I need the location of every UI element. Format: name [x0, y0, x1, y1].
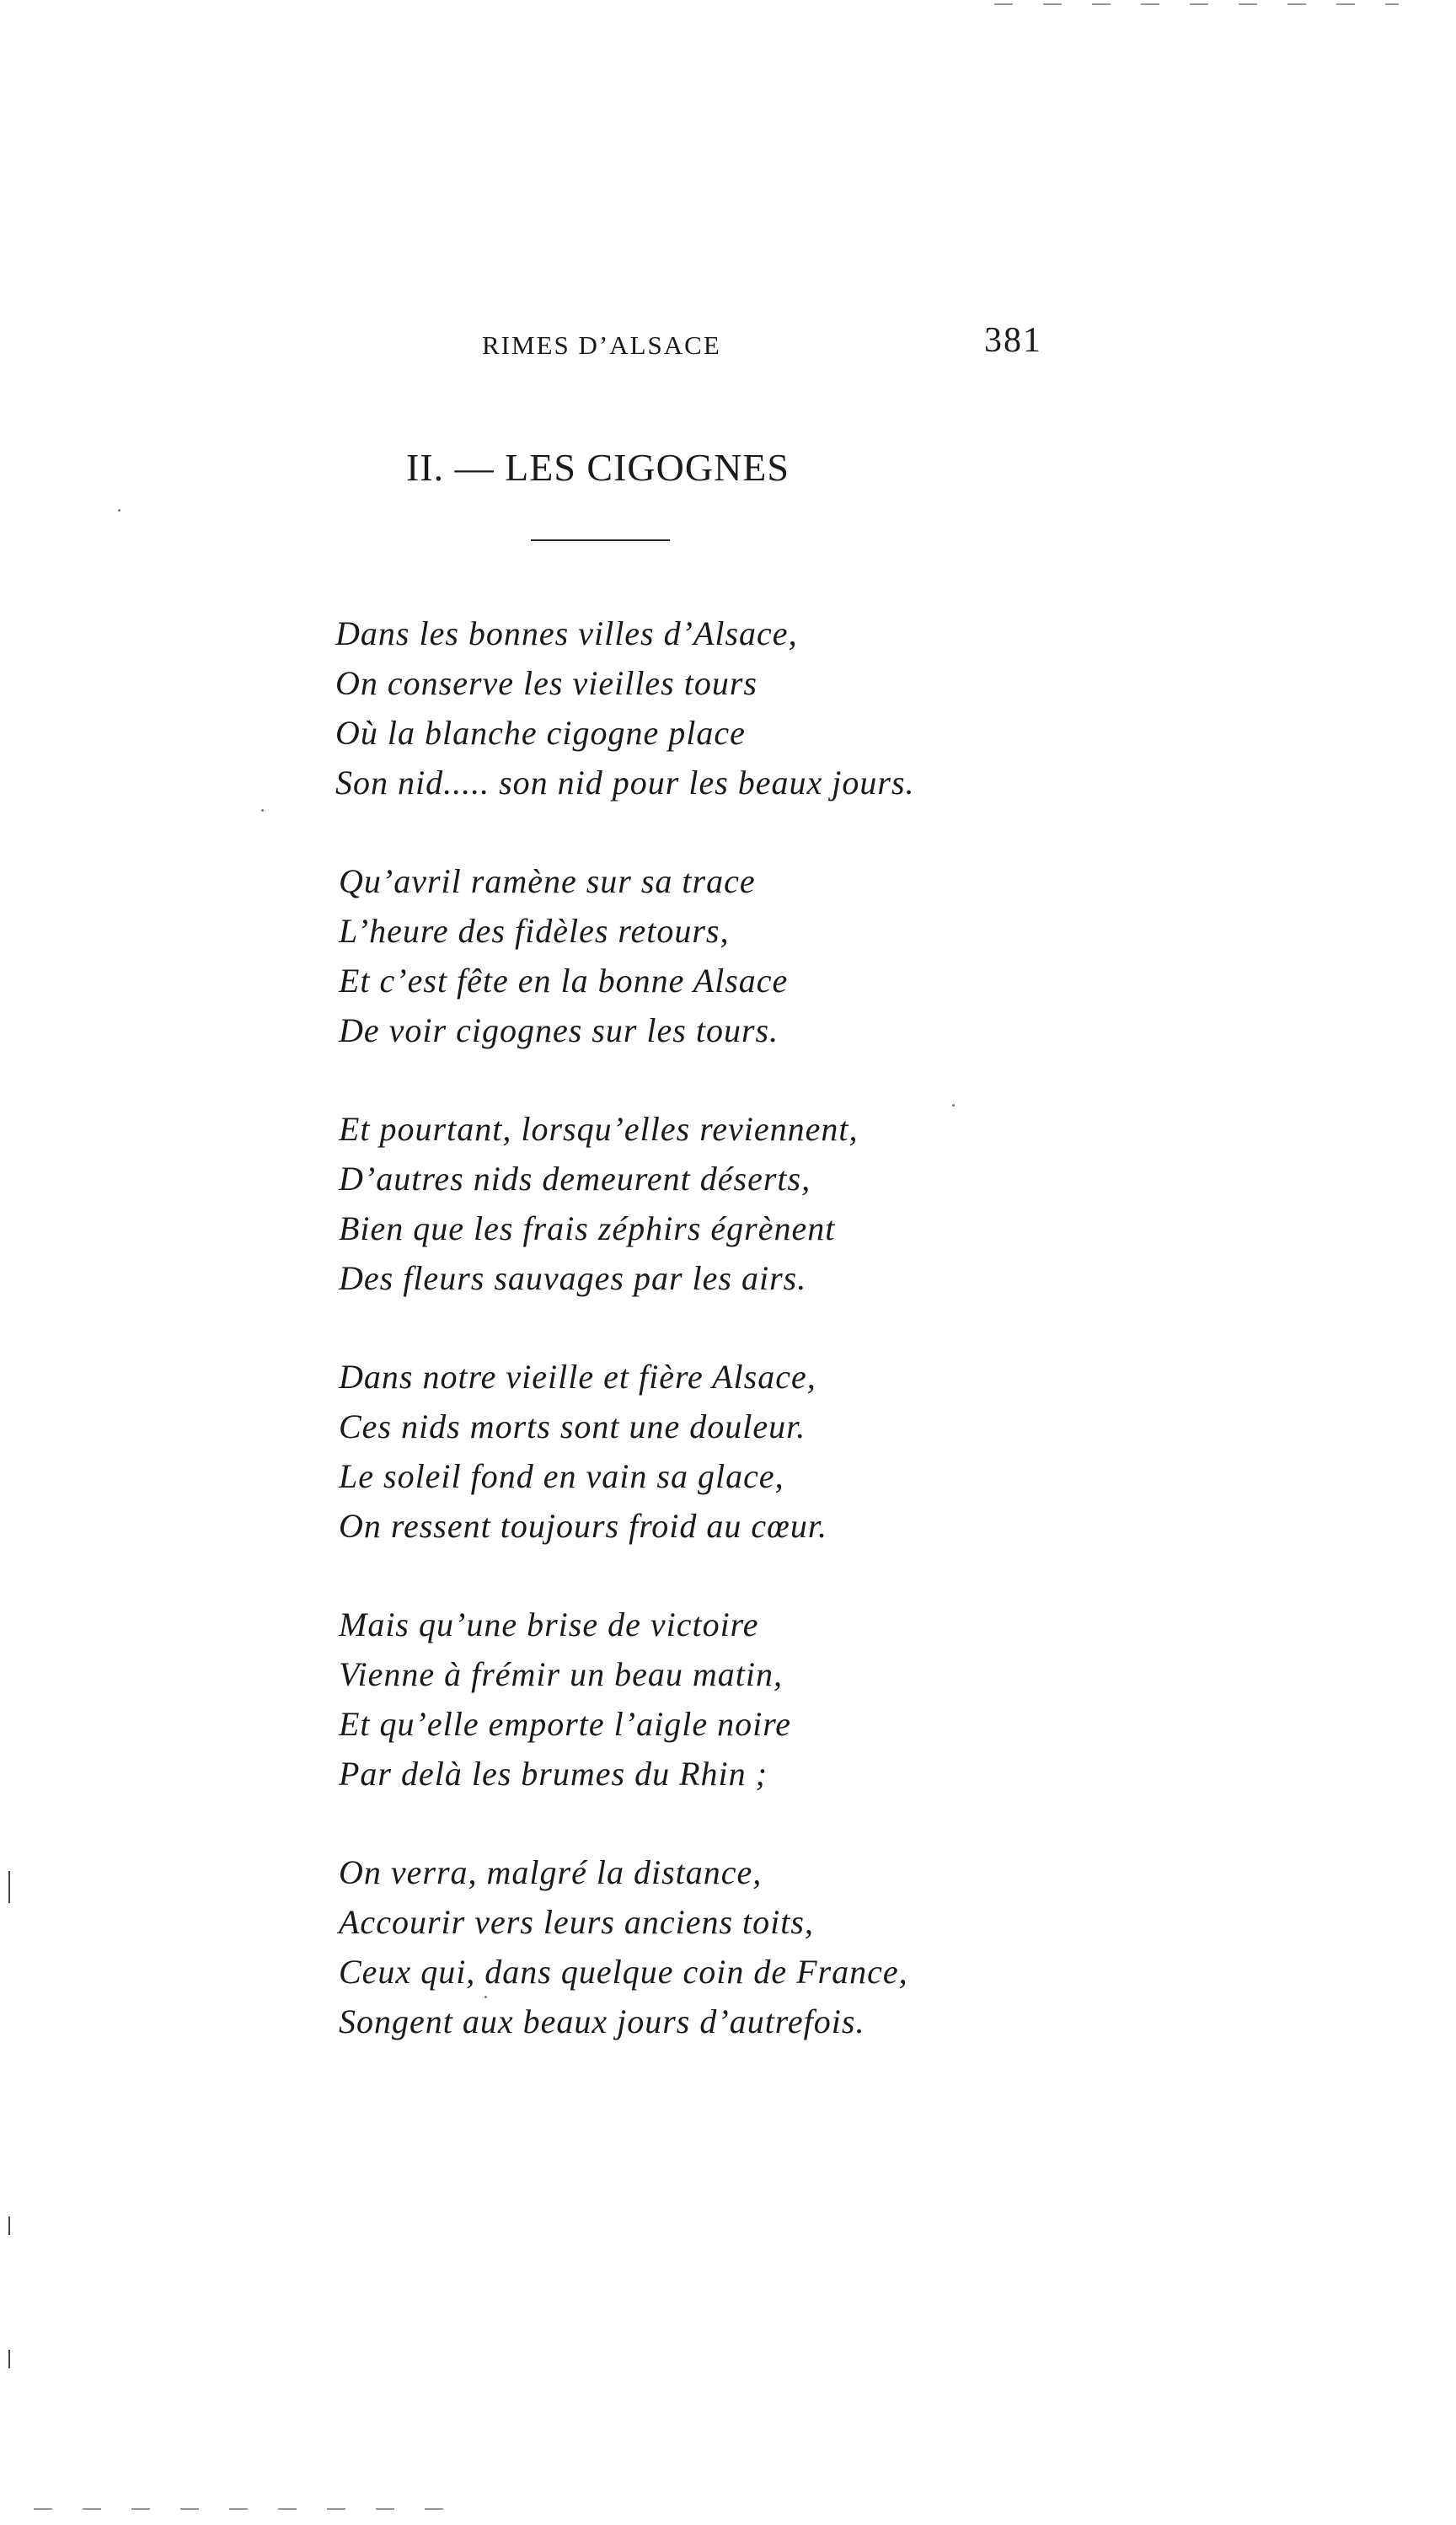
- stanza: [335, 1600, 1094, 1799]
- poem-line: Des fleurs sauvages par les airs.: [339, 1259, 807, 1297]
- stanza: [335, 1104, 1094, 1303]
- poem-line: Ceux qui, dans quelque coin de France,: [339, 1953, 908, 1991]
- page-number: 381: [984, 321, 1042, 360]
- scan-edge-bottom: [34, 2508, 455, 2510]
- stanza: [335, 1847, 1094, 2046]
- poem-title: II. — LES CIGOGNES: [406, 446, 790, 489]
- poem-line: Et c’est fête en la bonne Alsace: [339, 962, 789, 1000]
- poem-line: L’heure des fidèles retours,: [339, 912, 730, 950]
- poem-line: Ces nids morts sont une douleur.: [339, 1407, 806, 1445]
- title-divider: [531, 539, 670, 541]
- poem-line: Et qu’elle emporte l’aigle noire: [339, 1705, 792, 1743]
- poem-line: Dans les bonnes villes d’Alsace,: [335, 614, 798, 652]
- poem-line: Accourir vers leurs anciens toits,: [339, 1903, 814, 1941]
- poem-line: Le soleil fond en vain sa glace,: [339, 1457, 784, 1495]
- poem-line: Mais qu’une brise de victoire: [339, 1606, 759, 1643]
- poem-line: Bien que les frais zéphirs égrènent: [339, 1209, 836, 1247]
- scan-speck: [261, 809, 264, 812]
- poem-line: Son nid..... son nid pour les beaux jours.: [335, 764, 915, 801]
- poem-line: D’autres nids demeurent déserts,: [339, 1160, 811, 1198]
- poem-line: Où la blanche cigogne place: [335, 714, 746, 752]
- poem-line: Dans notre vieille et fière Alsace,: [339, 1358, 816, 1396]
- poem-line: Songent aux beaux jours d’autrefois.: [339, 2002, 865, 2040]
- scan-mark-left: [8, 1871, 10, 1903]
- scan-edge-top: [994, 3, 1399, 5]
- running-title: RIMES D’ALSACE: [482, 330, 721, 360]
- scan-speck: [118, 509, 120, 512]
- poem-line: Par delà les brumes du Rhin ;: [339, 1755, 768, 1793]
- stanza: [335, 856, 1094, 1055]
- poem-line: De voir cigognes sur les tours.: [339, 1011, 779, 1049]
- poem-line: Vienne à frémir un beau matin,: [339, 1655, 783, 1693]
- poem-body: [335, 608, 1094, 2095]
- poem-line: Qu’avril ramène sur sa trace: [339, 862, 756, 900]
- stanza: [335, 1352, 1094, 1551]
- stanza: [335, 608, 1094, 807]
- poem-line: Et pourtant, lorsqu’elles reviennent,: [339, 1110, 859, 1148]
- poem-line: On conserve les vieilles tours: [335, 664, 757, 702]
- poem-line: On ressent toujours froid au cœur.: [339, 1507, 827, 1545]
- scan-mark-left: [8, 2217, 10, 2235]
- scan-mark-left: [8, 2350, 10, 2368]
- poem-line: On verra, malgré la distance,: [339, 1853, 763, 1891]
